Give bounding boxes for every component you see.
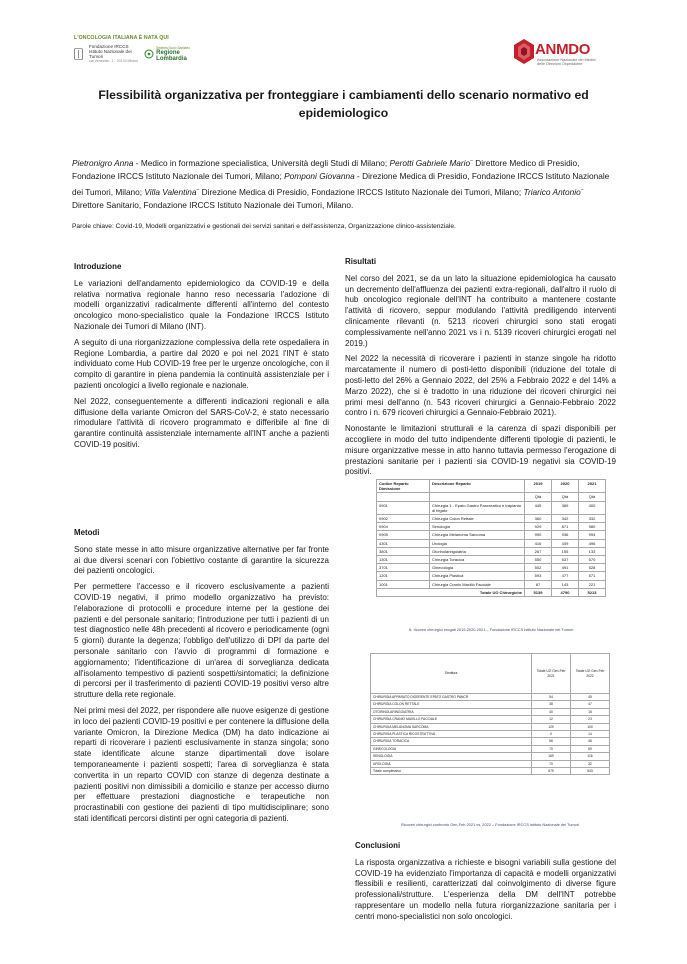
- introduction-section: [74, 262, 329, 456]
- paragraph: Nel 2022 la necessità di ricoverare i pazienti in stanze singole ha ridotto marcatamente il numero di posti-letto disponibili (riduzione del totale di posti-letto del 26% a Gennaio 2022, del 25% a Febbraio 2022 e del 14% a Marzo 2022), che si è tradotto in una riduzione dei ricoveri chirurgici nei primi mesi dell'anno (n. 543 ricoveri chirurgici a Gennaio-Febbraio 2022 contro i n. 679 ricoveri chirurgici a Gennaio-Febbraio 2021).: [345, 354, 616, 418]
- admissions-table-jan-feb: [370, 653, 610, 775]
- anmdo-emblem-icon: [512, 38, 536, 66]
- table-row: 0905 Chirurgia Melanoma Sarcoma 990 936 994: [377, 531, 606, 539]
- table-subheader-row: Qtà Qtà Qtà: [377, 493, 606, 501]
- table-row: 0902 Chirurgia Colon Rettale 360 342 332: [377, 515, 606, 523]
- anmdo-name: ANMDO: [535, 41, 591, 58]
- paragraph: La risposta organizzativa a richieste e bisogni variabili sulla gestione del COVID-19 ha evidenziato l'importanza di capacità e modelli organizzativi flessibili e resilienti, caratterizzati dal coinvolgimento di diverse figure professionali/strutture. L'esperienza della DM dell'INT potrebbe rappresentare un modello nella futura riorganizzazione sanitaria per i centri mono-specialistici non solo oncologici.: [355, 857, 616, 921]
- author-name: Perotti Gabriele Mario: [389, 157, 471, 168]
- paragraph: Nel 2022, conseguentemente a differenti indicazioni regionali e alla diffusione della variante Omicron del SARS-CoV-2, è stato necessario rimodulare l'attività di ricovero programmato e differibile al fine di garantire continuità assistenziale internamente all'INT anche a pazienti COVID-19 positivi.: [74, 396, 329, 449]
- table-row: CHIRURGIA TORACICA 56 46: [371, 738, 610, 745]
- int-shield-icon: [74, 48, 83, 60]
- table-row: 1301 Chirurgia Toracica 550 537 570: [377, 556, 606, 564]
- admissions-table-2019-2021: [376, 479, 606, 597]
- table-row: 4301 Urologia 416 439 496: [377, 539, 606, 547]
- methods-section: [74, 528, 329, 830]
- regione-lombardia-logo: Sistema Socio Sanitario Regione Lombardia: [144, 46, 190, 62]
- table-caption: N. ricoveri chirurgici erogati 2019-2020-2021 – Fondazione IRCCS Istituto Nazionale dei Tumori: [408, 627, 574, 632]
- int-logo: [74, 35, 224, 75]
- table-row: 0901 Chirurgia 1 - Epato Gastro Pancreatico e trapianto di fegato 445 389 400: [377, 501, 606, 514]
- anmdo-logo: [512, 36, 632, 72]
- section-heading: Introduzione: [74, 262, 122, 271]
- table-row: CHIRURGIA APPARATO DIGERENTE EPATO GASTRO PANCR 54 45: [371, 694, 610, 701]
- int-logo-slogan: L'ONCOLOGIA ITALIANA È NATA QUI: [74, 35, 169, 41]
- paragraph: Sono state messe in atto misure organizzative alternative per far fronte ai due diversi scenari con l'obiettivo costante di garantire la sicurezza dei pazienti oncologici.: [74, 544, 329, 576]
- table-header-row: Struttura Totale UO Gen-Feb 2021 Totale UO Gen-Feb 2022: [371, 654, 610, 694]
- rosa-camuna-icon: [144, 49, 154, 59]
- conclusions-section: [355, 841, 616, 928]
- paragraph: Nonostante le limitazioni strutturali e la carenza di spazi disponibili per accogliere in modo del tutto indipendente differenti tipologie di pazienti, le misure organizzative messe in atto hanno tuttavia permesso l'erogazione di prestazioni sanitarie per i pazienti sia COVID-19 negativi sia COVID-19 positivi.: [345, 424, 616, 477]
- table-total-row: Totale complessivo 679 543: [371, 768, 610, 775]
- paragraph: A seguito di una riorganizzazione complessiva della rete ospedaliera in Regione Lombardia, a partire dal 2020 e poi nel 2021 l'INT è stato individuato come Hub COVID-19 free per le urgenze oncologiche, con il compito di garantire in piena pandemia la continuità assistenziale per i pazienti oncologici a livello regionale e nazionale.: [74, 337, 329, 390]
- table-row: CHIRURGIA MELANOMA SARCOMA 129 100: [371, 723, 610, 730]
- section-heading: Metodi: [74, 528, 100, 537]
- table-row: 1201 Chirurgia Plastica 593 477 571: [377, 572, 606, 580]
- section-heading: Conclusioni: [355, 841, 401, 850]
- author-name: Villa Valentina: [144, 186, 197, 197]
- paragraph: Nei primi mesi del 2022, per rispondere alle nuove esigenze di gestione in loco dei pazienti COVID-19 positivi e per contenere la diffusione della variante Omicron, la Direzione Medica (DM) ha dato indicazione ai reparti di ricoverare i pazienti esclusivamente in stanza singola; sono state identificate alcune stanze dipartimentali dove isolare temporaneamente i pazienti sospetti; l'area di sorveglianza è stata convertita in un reparto COVID con stanze di degenza destinate a pazienti positivi non dimissibili a domicilio e stanze per accesso diurno per effettuare prestazioni diagnostiche e terapeutiche non procrastinabili con gestione dei pazienti di tipo multidisciplinare; sono stati identificati percorsi distinti per ogni categoria di pazienti.: [74, 705, 329, 823]
- section-heading: Risultati: [345, 257, 377, 266]
- keywords: Parole chiave: Covid-19, Modelli organizzativi e gestionali dei servizi sanitari e dell'assistenza, Organizzazione clinico-assistenziale.: [72, 223, 456, 230]
- table-row: GINECOLOGIA 70 69: [371, 745, 610, 752]
- table-row: SENOLOGIA 169 116: [371, 753, 610, 760]
- table-row: 3801 Otorinolaringoiatria 267 155 133: [377, 547, 606, 555]
- table-row: OTORINOLARINGOIATRIA 40 15: [371, 708, 610, 715]
- table-row: UROLOGIA 70 32: [371, 760, 610, 767]
- authors-block: Pietronigro Anna - Medico in formazione specialistica, Università degli Studi di Milano; Perotti Gabriele Mario– Direttore Medico di Presidio, Fondazione IRCCS Istituto Nazionale dei Tumori, Milano; Pomponi Giovanna - Direzione Medica di Presidio, Fondazione IRCCS Istituto Nazionale dei Tumori, Milano; Villa Valentina– Direzione Medica di Presidio, Fondazione IRCCS Istituto Nazionale dei Tumori, Milano; Triarico Antonio– Direttore Sanitario, Fondazione IRCCS Istituto Nazionale dei Tumori, Milano.: [72, 157, 610, 211]
- paragraph: Nel corso del 2021, se da un lato la situazione epidemiologica ha causato un decremento dell'affluenza dei pazienti extra-regionali, dall'altro il ruolo di hub oncologico regionale dell'INT ha contribuito a mantenere costante l'attività di ricovero, seppur modulando l'attività prediligendo interventi clinicamente rilevanti (n. 5213 ricoveri chirurgici sono stati erogati complessivamente nell'anno 2021 vs i n. 5139 ricoveri chirurgici erogati nel 2019.): [345, 273, 616, 348]
- int-logo-name: Fondazione IRCCS Istituto Nazionale dei Tumori via Venezian, 1 · 20133 Milano: [89, 44, 139, 63]
- table-row: 1001 Chirurgia Cranio Maxillo Facciale 87 143 221: [377, 580, 606, 588]
- author-name: Pomponi Giovanna: [284, 171, 355, 182]
- paragraph: Le variazioni dell'andamento epidemiologico da COVID-19 e della relativa normativa regionale hanno reso necessaria l'adozione di modelli organizzativi radicalmente differenti all'interno del contesto oncologico mono-specialistico quale la Fondazione IRCCS Istituto Nazionale dei Tumori di Milano (INT).: [74, 278, 329, 331]
- table-row: CHIRURGIA PLASTICA RICOSTRUTTIVA 0 14: [371, 731, 610, 738]
- anmdo-subtitle: Associazione Nazionale dei Medici delle Direzioni Ospedaliere: [537, 58, 596, 67]
- paper-title: Flessibilità organizzativa per fronteggiare i cambiamenti dello scenario normativo ed epidemiologico: [98, 88, 589, 120]
- results-section: [345, 257, 616, 483]
- author-name: Pietronigro Anna: [72, 157, 134, 168]
- table-caption: Ricoveri chirurgici confronto Gen-Feb 2021 vs. 2022 – Fondazione IRCCS Istituto Nazionale dei Tumori: [401, 822, 579, 827]
- table-total-row: Totale UO Chirurgiche 5139 4790 5213: [377, 588, 606, 596]
- table-row: 0904 Senologia 929 871 980: [377, 523, 606, 531]
- table-row: 3701 Ginecologia 502 491 528: [377, 564, 606, 572]
- table-header-row: Codice Reparto Dimissione Descrizione Reparto 2019 2020 2021: [377, 480, 606, 493]
- table-row: CHIRURGIA COLON RETTALE 38 47: [371, 701, 610, 708]
- author-name: Triarico Antonio: [523, 186, 581, 197]
- table-row: CHIRURGIA CRANIO MAXILLO FACCIALE 12 23: [371, 716, 610, 723]
- paragraph: Per permettere l'accesso e il ricovero esclusivamente a pazienti COVID-19 negativi, il primo modello organizzativo ha previsto: l'elaborazione di protocolli e procedure interne per la gestione dei pazienti e del personale sanitario; l'introduzione per tutti i pazienti di un test diagnostico nelle 48h precedenti al ricovero e periodicamente (ogni 5 giorni) durante la degenza; l'obbligo dell'utilizzo di DPI da parte del personale sanitario con l'avvio di programmi di formazione e aggiornamento; l'identificazione di un'area di sorveglianza dedicata all'isolamento tempestivo di pazienti sospetti/sintomatici; la definizione di percorsi per il trasferimento di pazienti COVID-19 positivi verso altre strutture della rete regionale.: [74, 582, 329, 700]
